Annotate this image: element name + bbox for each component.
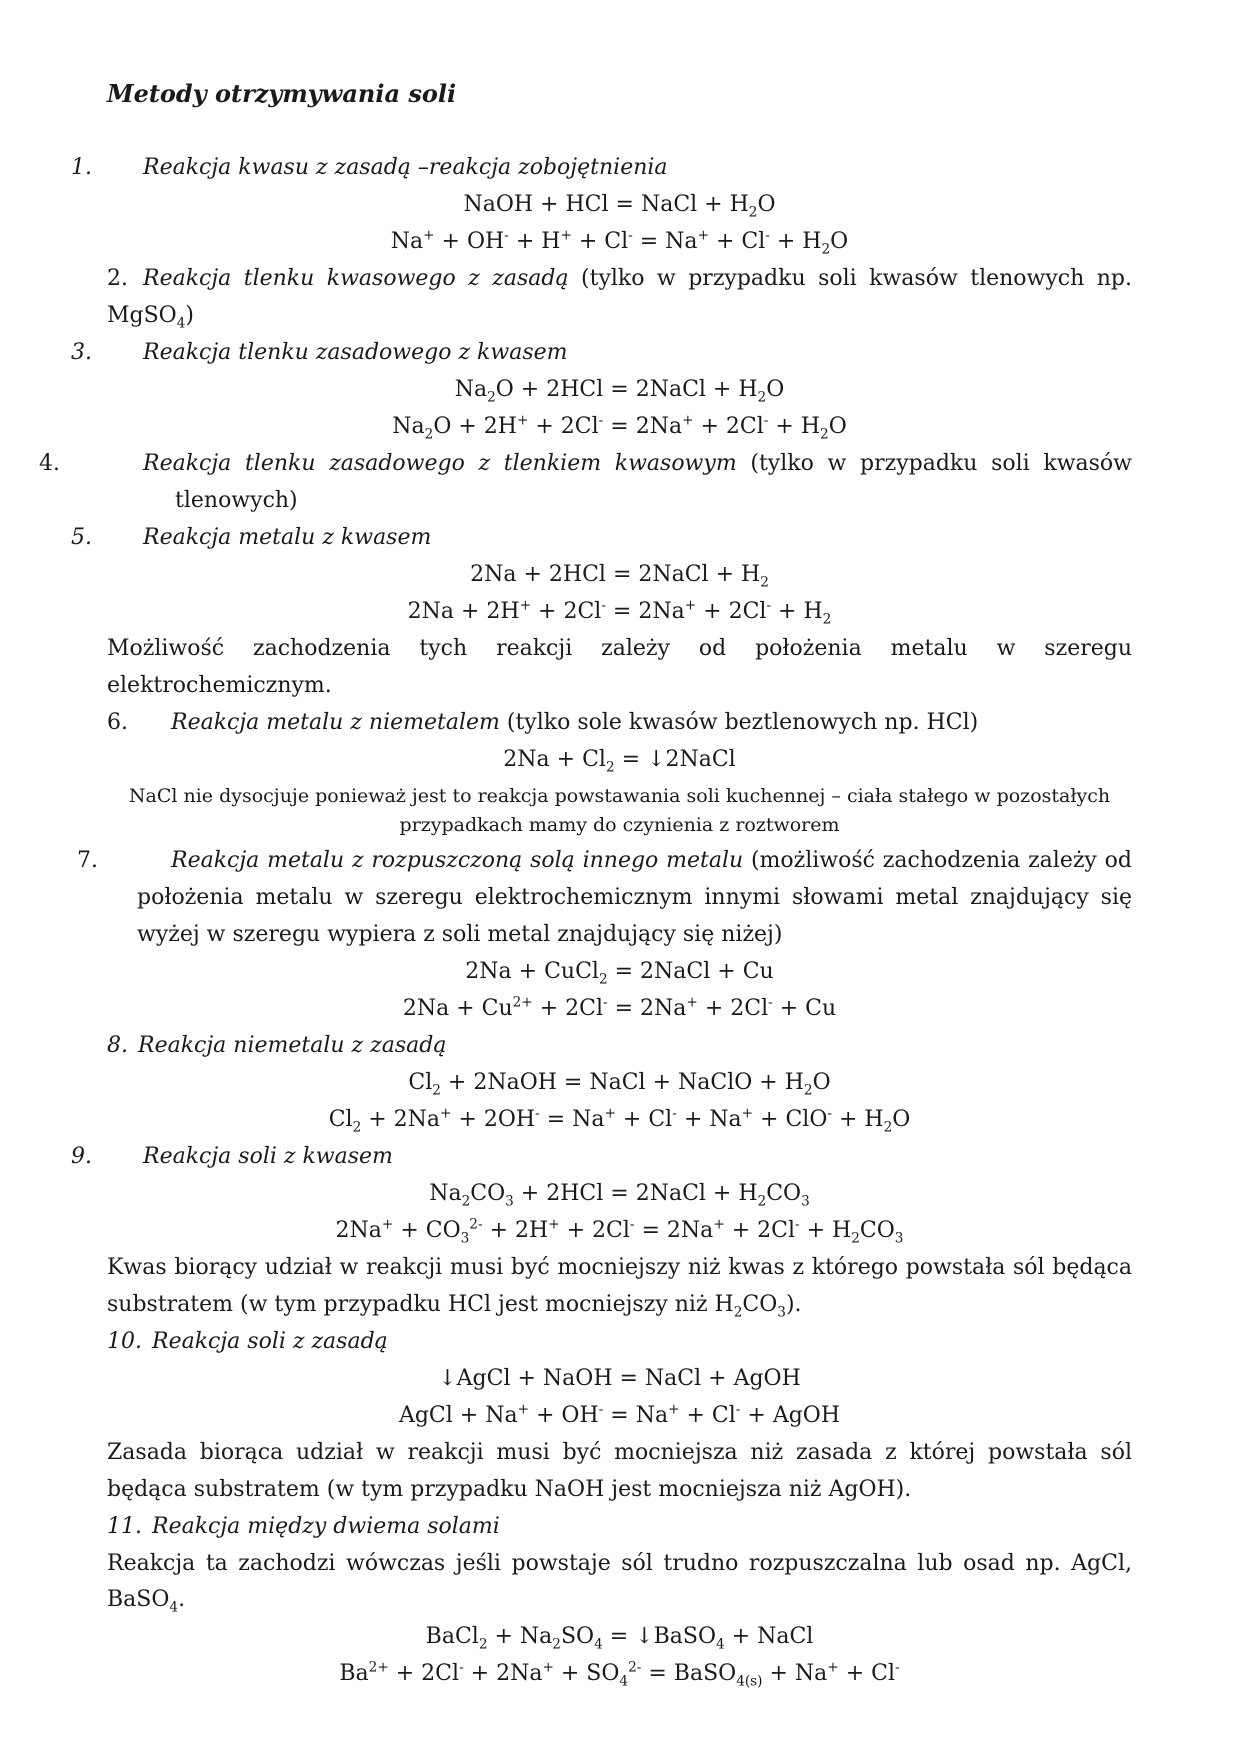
equation-molecular: ↓AgCl + NaOH = NaCl + AgOH <box>438 1365 801 1391</box>
method-section <box>77 843 1132 1028</box>
method-heading <box>71 1139 1132 1176</box>
item-number: 7. <box>77 848 98 874</box>
section-comment: Możliwość zachodzenia tych reakcji zależy od położenia metalu w szeregu elektrochemicznym. <box>107 635 1132 698</box>
equation-molecular: $Na_2O + 2HCl$ = 2NaCl + $H_2O$ <box>454 377 785 406</box>
equation-molecular: $2Na + Cl_2$ = ↓2NaCl <box>503 746 736 775</box>
equation-ionic: $Na_2O + 2H^+ + 2Cl^- = 2Na^+ + 2Cl^- + H_2O$ <box>392 412 847 443</box>
item-title: Reakcja soli z kwasem <box>143 1144 393 1170</box>
item-title: Reakcja niemetalu z zasadą <box>138 1033 447 1059</box>
method-heading <box>107 705 1132 742</box>
item-title: Reakcja soli z zasadą <box>152 1328 388 1354</box>
item-number: 1. <box>71 155 92 181</box>
item-title: Reakcja tlenku zasadowego z kwasem <box>143 340 568 366</box>
method-heading <box>71 520 1132 557</box>
item-title: Reakcja kwasu z zasadą –reakcja zobojętnienia <box>143 155 668 181</box>
section-comment: Kwas biorący udział w reakcji musi być mocniejszy niż kwas z którego powstała sól będąca substratem (w tym przypadku HCl jest mocniejszy niż $H_2CO_3$). <box>107 1254 1132 1321</box>
section-comment: Zasada biorąca udział w reakcji musi być mocniejsza niż zasada z której powstała sól będąca substratem (w tym przypadku NaOH jest mocniejsza niż AgOH). <box>107 1439 1132 1502</box>
item-number: 2. <box>107 266 128 292</box>
item-note-inline: (tylko w przypadku soli kwasów tlenowych np. MgSO$_4$) <box>107 266 1132 332</box>
method-heading <box>107 1509 1132 1546</box>
equation-ionic: $Cl_2 + 2Na^+ + 2OH^- = Na^+ + Cl^- + Na^+ + ClO^- + H_2O$ <box>328 1105 911 1136</box>
method-heading <box>71 335 1132 372</box>
method-heading <box>107 1028 1132 1065</box>
item-note-inline: (tylko sole kwasów beztlenowych np. HCl) <box>499 709 979 735</box>
equation-ionic: $Ba^{2+} + 2Cl^- + 2Na^+ + SO_4^{2-}$ = BaSO$_{4(s)}$ + Na+ + Cl- <box>339 1660 900 1690</box>
method-section <box>107 1028 1132 1139</box>
equation-molecular: $Cl_2$ + 2NaOH = NaCl + NaClO + $H_2O$ <box>408 1070 831 1099</box>
equation-molecular: $Na_2CO_3 + 2HCl$ = 2NaCl + $H_2CO_3$ <box>429 1180 810 1210</box>
item-number: 5. <box>71 524 92 550</box>
section-footnote: NaCl nie dysocjuje ponieważ jest to reakcja powstawania soli kuchennej – ciała stałego w pozostałych przypadkach mamy do czynienia z roztworem <box>128 784 1111 836</box>
item-title: Reakcja metalu z rozpuszczoną solą innego metalu <box>171 848 744 874</box>
equation-molecular: 2Na + CuCl$_2$ = 2NaCl + Cu <box>465 959 774 988</box>
method-section <box>107 1509 1132 1694</box>
method-section <box>39 446 1133 520</box>
item-note-inline: (tylko w przypadku soli kwasów tlenowych) <box>175 450 1133 513</box>
item-number: 8. <box>107 1033 128 1059</box>
method-section <box>71 1139 1132 1324</box>
equation-ionic: $2Na + 2H^+ + 2Cl^- = 2Na^+ + 2Cl^- + H_2$ <box>407 597 832 628</box>
section-intro: Reakcja ta zachodzi wówczas jeśli powstaje sól trudno rozpuszczalna lub osad np. AgCl, BaSO$_4$. <box>107 1550 1132 1616</box>
item-note-inline: (możliwość zachodzenia zależy od położenia metalu w szeregu elektrochemicznym innymi słowami metal znajdujący się wyżej w szeregu wypiera z soli metal znajdujący się niżej) <box>137 848 1132 948</box>
item-title: Reakcja tlenku kwasowego z zasadą <box>143 266 569 292</box>
item-number: 11. <box>107 1513 142 1539</box>
method-section <box>107 705 1132 844</box>
equation-molecular: NaOH + HCl = NaCl + $H_2O$ <box>463 192 776 221</box>
method-section <box>107 1324 1132 1509</box>
item-number: 6. <box>107 709 128 735</box>
method-heading <box>107 261 1132 335</box>
item-number: 9. <box>71 1144 92 1170</box>
method-section <box>71 520 1132 705</box>
method-section <box>107 261 1132 335</box>
equation-molecular: 2Na + 2HCl = 2NaCl + $H_2$ <box>470 561 769 591</box>
item-number: 3. <box>71 340 92 366</box>
method-heading <box>39 446 1133 520</box>
equation-molecular: BaCl$_2$ + $Na_2SO_4$ = ↓BaSO$_4$ + NaCl <box>425 1624 814 1653</box>
page-title: Metody otrzymywania soli <box>107 79 457 108</box>
equation-ionic: $Na^+ + OH^- + H^+ + Cl^- = Na^+ + Cl^- + H_2O$ <box>390 227 849 258</box>
method-heading <box>77 843 1132 954</box>
equation-ionic: $2Na + Cu^{2+} + 2Cl^- = 2Na^+ + 2Cl^- + Cu$ <box>402 994 837 1022</box>
method-heading <box>107 1324 1132 1361</box>
item-title: Reakcja między dwiema solami <box>152 1513 500 1539</box>
item-title: Reakcja tlenku zasadowego z tlenkiem kwasowym <box>143 450 737 476</box>
equation-ionic: $2Na^+ + CO_3^{2-} + 2H^+ + 2Cl^- = 2Na^+ + 2Cl^- + H_2CO_3$ <box>335 1216 904 1247</box>
item-title: Reakcja metalu z niemetalem <box>171 709 500 735</box>
equation-ionic: AgCl + Na+ + OH- = Na+ + Cl- + AgOH <box>398 1401 841 1428</box>
item-number: 4. <box>39 450 60 476</box>
method-section <box>71 335 1132 446</box>
item-title: Reakcja metalu z kwasem <box>143 524 432 550</box>
method-heading <box>71 150 1132 187</box>
method-section <box>71 150 1132 261</box>
item-number: 10. <box>107 1328 142 1354</box>
